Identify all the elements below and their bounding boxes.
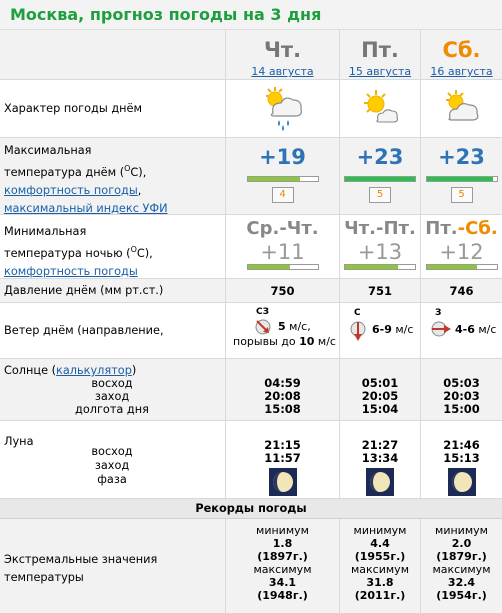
tmax-cell-1 [225, 138, 339, 214]
tmin-label-line2: температура ночью ($^O$C), [4, 245, 153, 260]
moonset-time: 13:34 [361, 451, 399, 465]
page-title: Москва, прогноз погоды на 3 дня [10, 5, 322, 24]
sun-cloud-icon [358, 88, 402, 128]
weather-cell-3 [420, 80, 502, 137]
tmin-value: +12 [439, 240, 484, 264]
wind-direction: С [354, 308, 361, 318]
sunset-time: 20:05 [361, 389, 399, 403]
night-comfort-bar [247, 264, 319, 270]
tmax-label-line2: температура днём ($^O$C), [4, 164, 147, 179]
sunrise-label: восход [91, 377, 133, 390]
rec-max-label: максимум [351, 563, 409, 576]
weather-label: Характер погоды днём [4, 102, 143, 115]
pressure-value: 746 [420, 279, 502, 302]
sun-cell-3 [420, 359, 502, 420]
sun-cell-1 [225, 359, 339, 420]
wind-speed-text: 5 м/с, [278, 320, 311, 333]
moonset-label: заход [94, 459, 130, 472]
moonrise-label: восход [91, 445, 133, 458]
wind-speed-text: 6-9 м/с [372, 323, 414, 336]
rec-max-label: максимум [253, 563, 312, 576]
rec-min-label: минимум [353, 524, 407, 537]
wind-cell-1 [225, 303, 339, 358]
rec-min-year: (1897г.) [257, 550, 308, 563]
day-name: Пт. [361, 38, 399, 62]
night-comfort-bar [426, 264, 498, 270]
tmax-label-line1: Максимальная [4, 144, 92, 157]
wind-row [0, 303, 502, 359]
tmin-cell-1 [225, 215, 339, 278]
sun-label [0, 359, 225, 420]
comfort-link[interactable]: комфортность погоды [4, 183, 138, 197]
rec-min-year: (1879г.) [436, 550, 487, 563]
records-cell-1 [225, 519, 339, 613]
rec-max-value: 34.1 [268, 576, 297, 589]
rec-min-value: 4.4 [370, 537, 390, 550]
rec-max-year: (1954г.) [436, 589, 487, 602]
moon-phase-icon [366, 468, 394, 496]
records-label-line1: Экстремальные значения [4, 553, 158, 566]
tmin-value: +11 [260, 240, 305, 264]
night-comfort-link[interactable]: комфортность погоды [4, 264, 138, 278]
pressure-row [0, 279, 502, 303]
sunset-time: 20:03 [443, 389, 480, 403]
moonset-time: 15:13 [443, 451, 480, 465]
sun-cell-2 [339, 359, 420, 420]
rec-max-value: 32.4 [447, 576, 476, 589]
rec-max-year: (2011г.) [354, 589, 406, 602]
pressure-label: Давление днём (мм рт.ст.) [4, 284, 164, 297]
night-comfort-bar [344, 264, 416, 270]
wind-cell-3 [420, 303, 502, 358]
pressure-value: 750 [225, 279, 339, 302]
night-comfort-fill [427, 265, 477, 269]
sun-row [0, 359, 502, 421]
comfort-bar [247, 176, 319, 182]
night-days: Чт.-Пт. [344, 218, 416, 239]
tmax-value: +23 [356, 145, 404, 169]
pressure-value: 751 [339, 279, 420, 302]
comfort-fill [345, 177, 415, 181]
sunset-label: заход [94, 390, 130, 403]
wind-arrow-w-icon [429, 319, 453, 339]
tmin-row [0, 215, 502, 279]
rec-min-year: (1955г.) [354, 550, 406, 563]
sunset-time: 20:08 [264, 389, 301, 403]
cloud-sun-icon [440, 88, 484, 128]
comfort-fill [427, 177, 494, 181]
day-date-link[interactable]: 15 августа [348, 65, 412, 78]
tmin-label [0, 215, 225, 278]
moon-cell-3 [420, 421, 502, 498]
sunrise-time: 05:01 [361, 376, 399, 390]
moonrise-time: 21:27 [361, 438, 399, 452]
rec-max-value: 31.8 [366, 576, 394, 589]
wind-arrow-n-icon [348, 319, 368, 343]
night-comfort-fill [248, 265, 290, 269]
moon-title: Луна [4, 435, 34, 448]
tmax-cell-2 [339, 138, 420, 214]
records-header: Рекорды погоды [0, 499, 502, 519]
rec-min-value: 2.0 [451, 537, 472, 550]
title-bar [0, 0, 502, 30]
moon-cell-1 [225, 421, 339, 498]
tmin-cell-3 [420, 215, 502, 278]
header-empty-cell [0, 30, 225, 79]
day-col-1 [225, 30, 339, 79]
weather-cell-2 [339, 80, 420, 137]
rec-min-label: минимум [256, 524, 309, 537]
weather-cell-1 [225, 80, 339, 137]
records-label-line2: температуры [4, 571, 84, 584]
moonrise-time: 21:46 [443, 438, 480, 452]
rec-max-label: максимум [432, 563, 491, 576]
weather-row [0, 80, 502, 138]
moon-phase-icon [269, 468, 297, 496]
comfort-bar [344, 176, 416, 182]
night-days: Пт.-Сб. [425, 218, 498, 239]
day-name: Сб. [442, 38, 481, 62]
tmin-value: +13 [357, 240, 403, 264]
wind-cell-2 [339, 303, 420, 358]
tmin-label-line1: Минимальная [4, 225, 87, 238]
day-col-3 [420, 30, 502, 79]
records-label [0, 519, 225, 613]
wind-speed-text: 4-6 м/с [455, 323, 497, 336]
wind-gusts-text: порывы до 10 м/с [233, 335, 336, 348]
moonrise-time: 21:15 [264, 438, 301, 452]
rec-min-value: 1.8 [272, 537, 293, 550]
rec-min-label: минимум [435, 524, 488, 537]
records-cell-2 [339, 519, 420, 613]
tmax-row [0, 138, 502, 215]
days-header-row [0, 30, 502, 80]
cloud-rain-icon [261, 85, 305, 133]
day-length: 15:00 [443, 402, 480, 416]
uv-badge: 5 [369, 187, 391, 203]
sunrise-time: 05:03 [443, 376, 480, 390]
tmax-value: +19 [259, 145, 306, 169]
sunrise-time: 04:59 [264, 376, 301, 390]
wind-direction: СЗ [256, 307, 269, 317]
wind-arrow-nw-icon [253, 317, 273, 337]
tmin-cell-2 [339, 215, 420, 278]
records-row [0, 519, 502, 613]
tmax-label: Максимальная температура днём ($^O$C), комфортность погоды, максимальный индекс УФИ [0, 138, 225, 214]
day-length-label: долгота дня [75, 403, 149, 416]
tmax-cell-3 [420, 138, 502, 214]
tmax-value: +23 [438, 145, 485, 169]
wind-label: Ветер днём (направление, [4, 324, 164, 337]
day-name: Чт. [263, 38, 302, 62]
rec-max-year: (1948г.) [257, 589, 308, 602]
day-col-2 [339, 30, 420, 79]
moon-cell-2 [339, 421, 420, 498]
day-length: 15:04 [361, 402, 399, 416]
uv-badge: 4 [272, 187, 294, 203]
moonset-time: 11:57 [264, 451, 301, 465]
comfort-fill [248, 177, 301, 181]
records-cell-3 [420, 519, 502, 613]
sun-title: Солнце (калькулятор) [4, 364, 137, 377]
wind-direction: З [435, 308, 442, 318]
sun-calculator-link[interactable]: калькулятор [56, 364, 132, 377]
day-date-link[interactable]: 16 августа [430, 65, 493, 78]
uv-index-link[interactable]: максимальный индекс УФИ [4, 201, 168, 215]
moon-phase-icon [448, 468, 476, 496]
day-length: 15:08 [264, 402, 301, 416]
comfort-bar [426, 176, 498, 182]
day-date-link[interactable]: 14 августа [251, 65, 314, 78]
moon-row [0, 421, 502, 499]
night-days: Ср.-Чт. [246, 218, 319, 239]
moon-label [0, 421, 225, 498]
night-comfort-fill [345, 265, 398, 269]
moon-phase-label: фаза [97, 473, 127, 486]
uv-badge: 5 [451, 187, 473, 203]
